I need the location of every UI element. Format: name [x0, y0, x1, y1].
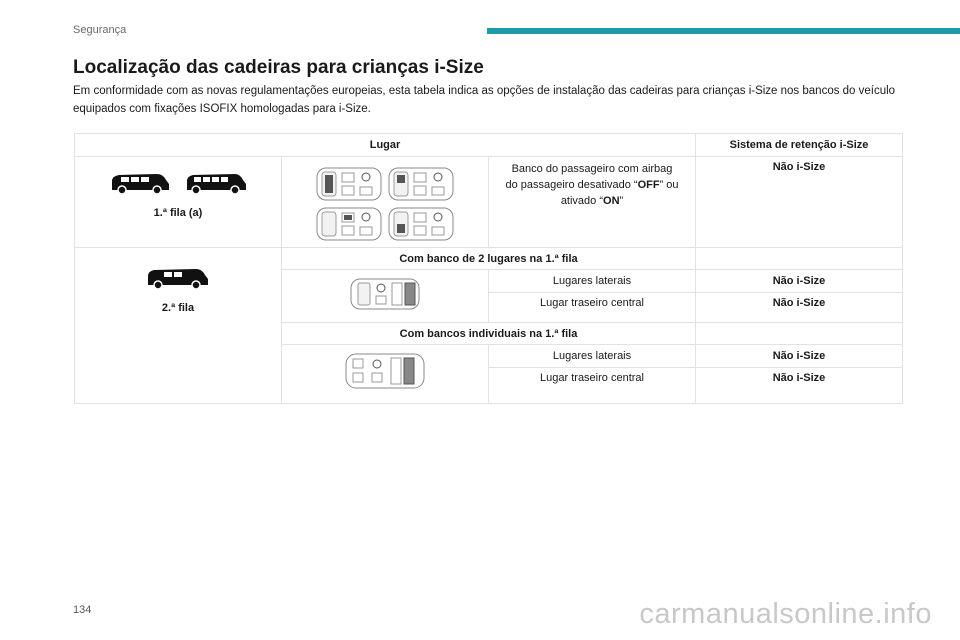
header-accent-bar: [487, 28, 960, 34]
section-title: Segurança: [73, 24, 127, 36]
group1-place-1: Lugares laterais: [489, 270, 696, 293]
airbag-on-label: ON: [603, 195, 620, 207]
seat-diagram-icon: [350, 278, 420, 310]
row1-desc-cell: [489, 157, 696, 248]
table-row: [75, 157, 903, 248]
row1-vehicle-cell: [75, 157, 282, 248]
seat-diagram-icon: [345, 353, 425, 389]
table-row: [75, 248, 903, 270]
airbag-off-label: OFF: [637, 179, 660, 191]
table-header-row: [75, 134, 903, 157]
row1-value-cell: [696, 157, 903, 248]
row2-label: 2.ª fila: [161, 302, 195, 314]
group2-value-2: Não i-Size: [696, 368, 903, 404]
seat-diagram-icon: [388, 207, 454, 241]
row1-desc-line4: ativado “: [560, 195, 604, 207]
group1-diagram-cell: [282, 270, 489, 323]
van-short-icon: [109, 171, 171, 195]
row1-value: Não i-Size: [772, 161, 826, 173]
row1-label: 1.ª fila (a): [153, 207, 203, 219]
group2-place-1: Lugares laterais: [489, 345, 696, 368]
intro-paragraph: Em conformidade com as novas regulamentações europeias, esta tabela indica as opções de instalação das cadeiras para crianças i-Size nos bancos do veículo equipados com fixações ISOFIX homologadas para i-Size.: [73, 85, 896, 115]
group2-empty-cell: [696, 323, 903, 345]
group1-value-2: Não i-Size: [696, 293, 903, 323]
seat-diagram-icon: [388, 167, 454, 201]
row1-desc-line3: ” ou: [659, 179, 679, 191]
group2-diagram-cell: [282, 345, 489, 404]
group2-value-1: Não i-Size: [696, 345, 903, 368]
group1-empty-cell: [696, 248, 903, 270]
group1-title: Com banco de 2 lugares na 1.ª fila: [282, 248, 696, 270]
watermark: carmanualsonline.info: [639, 598, 932, 630]
header-place: Lugar: [75, 134, 696, 157]
row1-desc-line1: Banco do passageiro com airbag: [511, 163, 673, 175]
page-number: 134: [73, 604, 92, 616]
seat-diagram-icon: [316, 207, 382, 241]
group1-value-1: Não i-Size: [696, 270, 903, 293]
seat-diagram-icon: [316, 167, 382, 201]
van-icon: [146, 266, 210, 290]
header-system: Sistema de retenção i-Size: [696, 134, 903, 157]
row1-desc-line2: do passageiro desativado “: [505, 179, 638, 191]
row1-desc-line5: ”: [619, 195, 624, 207]
page-title: Localização das cadeiras para crianças i-Size: [73, 57, 484, 78]
group2-title: Com bancos individuais na 1.ª fila: [282, 323, 696, 345]
van-long-icon: [185, 171, 247, 195]
group1-place-2: Lugar traseiro central: [489, 293, 696, 323]
row1-diagram-cell: [282, 157, 489, 248]
isize-table: [74, 133, 903, 404]
row2-vehicle-cell: [75, 248, 282, 404]
group2-place-2: Lugar traseiro central: [489, 368, 696, 404]
